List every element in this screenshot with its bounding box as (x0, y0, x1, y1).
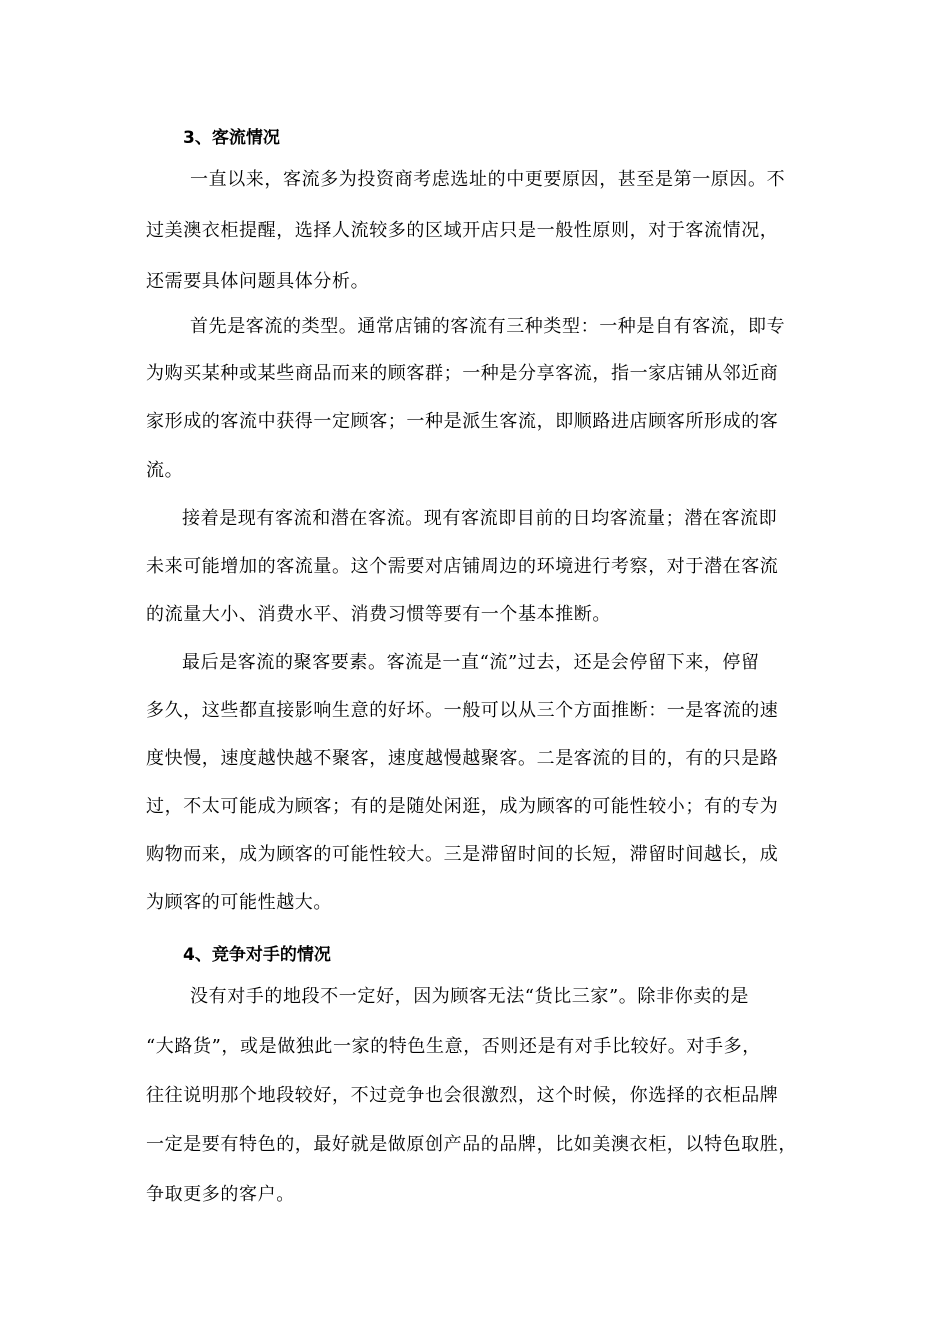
paragraph-line: 还需要具体问题具体分析。 (146, 271, 370, 292)
paragraph-line: 一直以来，客流多为投资商考虑选址的中更要原因，甚至是第一原因。不 (190, 169, 786, 190)
paragraph-line: 为购买某种或某些商品而来的顾客群；一种是分享客流，指一家店铺从邻近商 (146, 363, 779, 384)
paragraph-line: 流。 (146, 460, 184, 481)
paragraph-line: 购物而来，成为顾客的可能性较大。三是滞留时间的长短，滞留时间越长，成 (146, 844, 779, 865)
paragraph-line: 多久，这些都直接影响生意的好坏。一般可以从三个方面推断：一是客流的速 (146, 700, 779, 721)
section-heading-customer-flow: 3、客流情况 (183, 128, 280, 148)
paragraph-line: 过，不太可能成为顾客；有的是随处闲逛，成为顾客的可能性较小；有的专为 (146, 796, 779, 817)
section-heading-competitors: 4、竞争对手的情况 (183, 945, 331, 965)
paragraph-line: 过美澳衣柜提醒，选择人流较多的区域开店只是一般性原则，对于客流情况， (146, 220, 779, 241)
paragraph-line: 最后是客流的聚客要素。客流是一直“流”过去，还是会停留下来，停留 (182, 652, 760, 673)
paragraph-line: 没有对手的地段不一定好，因为顾客无法“货比三家”。除非你卖的是 (190, 986, 750, 1007)
paragraph-line: 为顾客的可能性越大。 (146, 892, 332, 913)
paragraph-line: 接着是现有客流和潜在客流。现有客流即目前的日均客流量；潜在客流即 (182, 508, 778, 529)
paragraph-line: 一定是要有特色的，最好就是做原创产品的品牌，比如美澳衣柜，以特色取胜， (146, 1134, 797, 1155)
paragraph-line: 未来可能增加的客流量。这个需要对店铺周边的环境进行考察，对于潜在客流 (146, 556, 779, 577)
paragraph-line: 度快慢，速度越快越不聚客，速度越慢越聚客。二是客流的目的，有的只是路 (146, 748, 779, 769)
paragraph-line: 往往说明那个地段较好，不过竞争也会很激烈，这个时候，你选择的衣柜品牌 (146, 1085, 779, 1106)
paragraph-line: 的流量大小、消费水平、消费习惯等要有一个基本推断。 (146, 604, 611, 625)
paragraph-line: 争取更多的客户。 (146, 1184, 295, 1205)
paragraph-line: 首先是客流的类型。通常店铺的客流有三种类型：一种是自有客流，即专 (190, 316, 786, 337)
paragraph-line: 家形成的客流中获得一定顾客；一种是派生客流，即顺路进店顾客所形成的客 (146, 411, 779, 432)
paragraph-line: “大路货”，或是做独此一家的特色生意，否则还是有对手比较好。对手多， (146, 1036, 761, 1057)
